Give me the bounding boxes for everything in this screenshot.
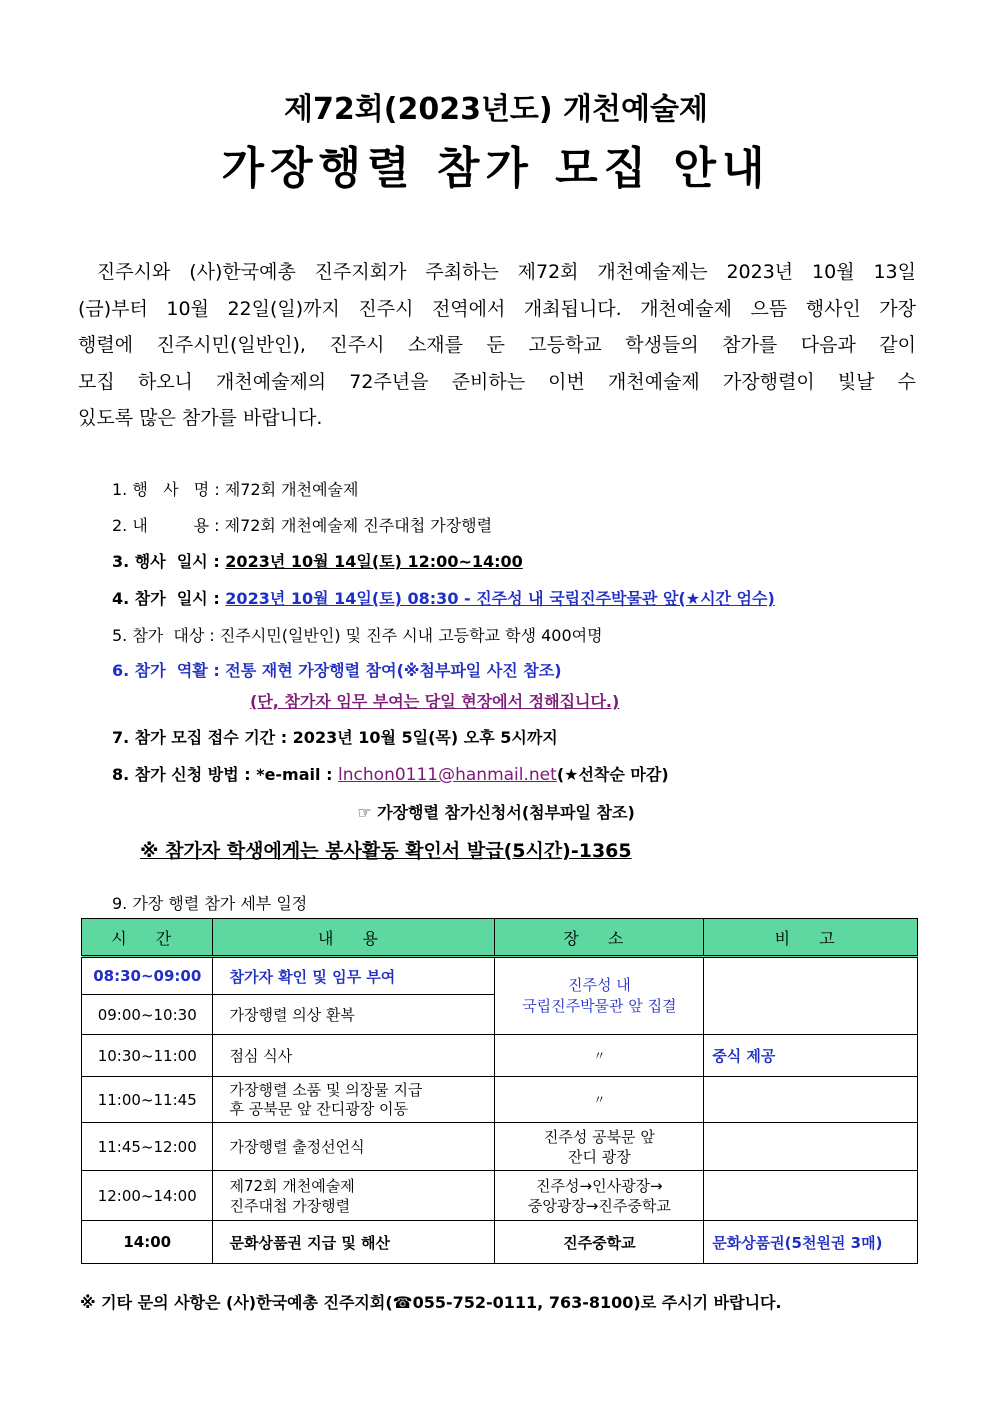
cell-content: 문화상품권 지급 및 해산: [213, 1221, 495, 1264]
cell-note: [704, 1123, 918, 1171]
cell-place: [495, 1171, 704, 1221]
content-line: 후 공북문 앞 잔디광장 이동: [229, 1099, 408, 1118]
volunteer-note: ※ 참가자 학생에게는 봉사활동 확인서 발급(5시간)-1365: [140, 840, 632, 862]
intro-line: 있도록 많은 참가를 바랍니다.: [78, 407, 323, 429]
cell-place: 〃: [495, 1035, 704, 1077]
table-row: [82, 1171, 918, 1221]
item-participation-date: [112, 586, 775, 609]
header-place: 장 소: [495, 919, 704, 957]
header-content: 내 용: [213, 919, 495, 957]
table-row: [82, 1077, 918, 1123]
item-value: 2023년 10월 14일(토) 08:30 - 진주성 내 국립진주박물관 앞(★시간 엄수): [225, 589, 775, 608]
item-event-name: [112, 477, 358, 500]
email-link[interactable]: lnchon0111@hanmail.net: [338, 765, 557, 785]
item-value: 전통 재현 가장행렬 참여(※첨부파일 사진 참조): [225, 661, 562, 680]
schedule-heading: 9. 가장 행렬 참가 세부 일정: [112, 894, 308, 913]
content-line: 가장행렬 소품 및 의장물 지급: [229, 1080, 423, 1099]
item-label: 5. 참가 대상 :: [112, 626, 220, 645]
title-line-1: 제72회(2023년도) 개천예술제: [284, 92, 708, 127]
title-line-2: 가장행렬 참가 모집 안내: [221, 143, 771, 194]
item-suffix: (★선착순 마감): [556, 765, 669, 784]
cell-time: 14:00: [82, 1221, 213, 1264]
cell-content: 점심 식사: [213, 1035, 495, 1077]
intro-line: 행렬에 진주시민(일반인), 진주시 소재를 둔 고등학교 학생들의 참가를 다음과 같이: [78, 334, 916, 356]
place-line: 진주성 공북문 앞: [543, 1127, 655, 1146]
intro-line: 진주시와 (사)한국예총 진주지회가 주최하는 제72회 개천예술제는 2023년 10월 13일: [78, 261, 916, 283]
table-header-row: [82, 919, 918, 957]
table-row: [82, 1123, 918, 1171]
cell-place: 〃: [495, 1077, 704, 1123]
place-line: 중앙광장→진주중학교: [527, 1196, 671, 1215]
cell-time: 11:00~11:45: [82, 1077, 213, 1123]
cell-time: 10:30~11:00: [82, 1035, 213, 1077]
place-line: 국립진주박물관 앞 집결: [522, 997, 677, 1015]
item-value: 제72회 개천예술제 진주대첩 가장행렬: [224, 516, 493, 535]
item-application-period: 7. 참가 모집 접수 기간 : 2023년 10월 5일(목) 오후 5시까지: [112, 728, 558, 747]
cell-place: [495, 957, 704, 1035]
table-row: [82, 1035, 918, 1077]
item-role-note: (단, 참가자 임무 부여는 당일 현장에서 정해집니다.): [250, 692, 620, 711]
intro-line: 모집 하오니 개천예술제의 72주년을 준비하는 이번 개천예술제 가장행렬이 빛날 수: [78, 370, 916, 393]
item-application-method: [112, 762, 669, 785]
place-line: 잔디 광장: [567, 1147, 631, 1166]
cell-time: 09:00~10:30: [82, 995, 213, 1035]
item-event-date: [112, 549, 523, 572]
intro-paragraph: [78, 254, 916, 437]
cell-note: [704, 1077, 918, 1123]
intro-line: (금)부터 10월 22일(일)까지 진주시 전역에서 개최됩니다. 개천예술제 으뜸 행사인 가장: [78, 297, 916, 320]
table-row: [82, 957, 918, 995]
item-value: 진주시민(일반인) 및 진주 시내 고등학교 학생 400여명: [219, 626, 603, 645]
schedule-table: [81, 918, 918, 1264]
header-note: 비 고: [704, 919, 918, 957]
cell-place: [495, 1123, 704, 1171]
cell-place: 진주중학교: [495, 1221, 704, 1264]
cell-content: [213, 1171, 495, 1221]
cell-note: 중식 제공: [704, 1035, 918, 1077]
cell-content: 가장행렬 의상 환복: [213, 995, 495, 1035]
place-line: 진주성 내: [567, 976, 631, 994]
table-row: [82, 1221, 918, 1264]
item-label: 1. 행 사 명 :: [112, 480, 225, 499]
item-target: [112, 623, 603, 646]
cell-note: 문화상품권(5천원권 3매): [704, 1221, 918, 1264]
content-line: 제72회 개천예술제: [229, 1176, 355, 1195]
cell-note: [704, 1171, 918, 1221]
item-content: [112, 513, 492, 536]
cell-note: [704, 957, 918, 1035]
item-label: 4. 참가 일시 :: [112, 589, 226, 608]
cell-content: 참가자 확인 및 임무 부여: [213, 957, 495, 995]
item-label: 2. 내 용 :: [112, 516, 225, 535]
item-value: 2023년 10월 14일(토) 12:00~14:00: [225, 552, 523, 571]
footer-contact-note: ※ 기타 문의 사항은 (사)한국예총 진주지회(☎055-752-0111, 763-8100)로 주시기 바랍니다.: [80, 1293, 782, 1312]
cell-time: 11:45~12:00: [82, 1123, 213, 1171]
item-label: 3. 행사 일시 :: [112, 552, 226, 571]
cell-time: 08:30~09:00: [82, 957, 213, 995]
cell-content: 가장행렬 출정선언식: [213, 1123, 495, 1171]
item-value: 제72회 개천예술제: [224, 480, 359, 499]
cell-content: [213, 1077, 495, 1123]
header-time: 시 간: [82, 919, 213, 957]
item-label: 6. 참가 역활 :: [112, 661, 226, 680]
place-line: 진주성→인사광장→: [536, 1176, 663, 1195]
cell-time: 12:00~14:00: [82, 1171, 213, 1221]
content-line: 진주대첩 가장행렬: [229, 1196, 351, 1215]
item-label: 8. 참가 신청 방법 : *e-mail :: [112, 765, 339, 784]
application-form-note: ☞ 가장행렬 참가신청서(첨부파일 참조): [357, 803, 635, 822]
item-role: [112, 658, 562, 681]
